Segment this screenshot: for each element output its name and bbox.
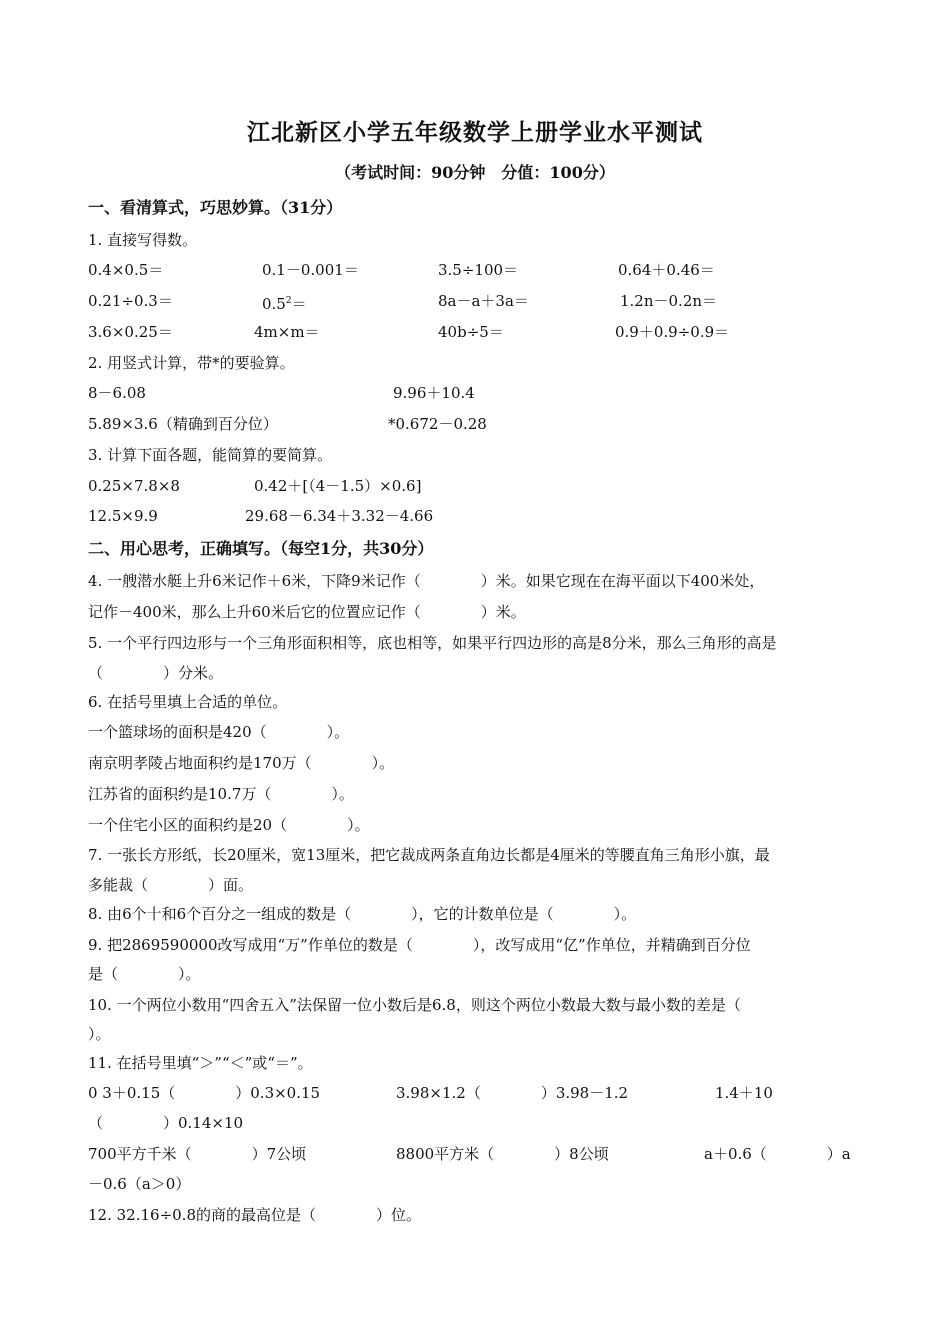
q1-r1-c4: 0.64＋0.46＝ xyxy=(618,261,715,279)
q11-r1-c2: 3.98×1.2（ ）3.98－1.2 xyxy=(396,1084,629,1102)
exam-subtitle: （考试时间：90分钟 分值：100分） xyxy=(335,163,615,182)
q11-r1-c1: 0 3＋0.15（ ）0.3×0.15 xyxy=(88,1084,321,1102)
q1-r2-c2-eq: ＝ xyxy=(291,295,307,313)
q2-label: 2. 用竖式计算，带*的要验算。 xyxy=(88,354,295,372)
q1-r3-c1: 3.6×0.25＝ xyxy=(88,323,173,341)
q2-item-4: *0.672－0.28 xyxy=(388,415,487,433)
q1-r2-c2 xyxy=(262,291,307,314)
q1-r3-c2: 4m×m＝ xyxy=(254,323,320,341)
exam-title: 江北新区小学五年级数学上册学业水平测试 xyxy=(247,119,703,146)
q11-r2-c1: 700平方千米（ ）7公顷 xyxy=(88,1145,307,1163)
q6-item-3: 江苏省的面积约是10.7万（ ）。 xyxy=(88,785,354,803)
q1-r3-c3: 40b÷5＝ xyxy=(438,323,504,341)
q11-r2-c2: 8800平方米（ ）8公顷 xyxy=(396,1145,609,1163)
section1-heading: 一、看清算式，巧思妙算。（31分） xyxy=(88,198,343,217)
q8-line: 8. 由6个十和6个百分之一组成的数是（ ），它的计数单位是（ ）。 xyxy=(88,905,637,923)
q3-item-2: 0.42＋[（4－1.5）×0.6] xyxy=(254,477,422,495)
q10-line-2: ）。 xyxy=(88,1025,111,1043)
q1-r1-c2: 0.1－0.001＝ xyxy=(262,261,359,279)
q11-r2-cont: －0.6（a＞0） xyxy=(88,1175,191,1193)
q11-label: 11. 在括号里填“＞”“＜”或“＝”。 xyxy=(88,1054,313,1072)
q4-line-2: 记作－400米，那么上升60米后它的位置应记作（ ）米。 xyxy=(88,603,526,621)
q12-line: 12. 32.16÷0.8的商的最高位是（ ）位。 xyxy=(88,1206,421,1224)
q9-line-1: 9. 把2869590000改写成用“万”作单位的数是（ ），改写成用“亿”作单位，并精确到百分位 xyxy=(88,936,751,954)
q7-line-1: 7. 一张长方形纸，长20厘米，宽13厘米，把它裁成两条直角边长都是4厘米的等腰直角三角形小旗，最 xyxy=(88,846,770,864)
q7-line-2: 多能裁（ ）面。 xyxy=(88,876,254,894)
q11-r1-cont: （ ）0.14×10 xyxy=(88,1114,244,1132)
q3-label: 3. 计算下面各题，能简算的要简算。 xyxy=(88,446,333,464)
q1-r3-c4: 0.9＋0.9÷0.9＝ xyxy=(615,323,730,341)
section2-heading: 二、用心思考，正确填写。（每空1分，共30分） xyxy=(88,539,434,558)
q6-label: 6. 在括号里填上合适的单位。 xyxy=(88,693,288,711)
q1-r1-c3: 3.5÷100＝ xyxy=(438,261,519,279)
q9-line-2: 是（ ）。 xyxy=(88,965,201,983)
q2-item-1: 8－6.08 xyxy=(88,384,146,402)
q1-r2-c4: 1.2n－0.2n＝ xyxy=(620,292,718,310)
q1-r2-c1: 0.21÷0.3＝ xyxy=(88,292,173,310)
q1-r2-c2-exp: 2 xyxy=(285,296,292,306)
q1-label: 1. 直接写得数。 xyxy=(88,231,198,249)
q1-r1-c1: 0.4×0.5＝ xyxy=(88,261,164,279)
q4-line-1: 4. 一艘潜水艇上升6米记作＋6米，下降9米记作（ ）米。如果它现在在海平面以下400米处， xyxy=(88,572,765,590)
q6-item-4: 一个住宅小区的面积约是20（ ）。 xyxy=(88,816,370,834)
q5-line-1: 5. 一个平行四边形与一个三角形面积相等，底也相等，如果平行四边形的高是8分米，那么三角形的高是 xyxy=(88,634,777,652)
q3-item-1: 0.25×7.8×8 xyxy=(88,477,180,495)
q10-line-1: 10. 一个两位小数用“四舍五入”法保留一位小数后是6.8，则这个两位小数最大数与最小数的差是（ xyxy=(88,996,741,1014)
q5-line-2: （ ）分米。 xyxy=(88,664,224,682)
q11-r2-c3: a＋0.6（ ）a xyxy=(704,1145,851,1163)
q11-r1-c3: 1.4＋10 xyxy=(715,1084,773,1102)
q1-r2-c3: 8a－a＋3a＝ xyxy=(438,292,529,310)
q2-item-2: 9.96＋10.4 xyxy=(393,384,475,402)
q2-item-3: 5.89×3.6（精确到百分位） xyxy=(88,415,278,433)
q6-item-1: 一个篮球场的面积是420（ ）。 xyxy=(88,723,350,741)
q1-r2-c2-base: 0.5 xyxy=(262,295,286,313)
q6-item-2: 南京明孝陵占地面积约是170万（ ）。 xyxy=(88,754,395,772)
q3-item-3: 12.5×9.9 xyxy=(88,507,158,525)
q3-item-4: 29.68－6.34＋3.32－4.66 xyxy=(245,507,434,525)
